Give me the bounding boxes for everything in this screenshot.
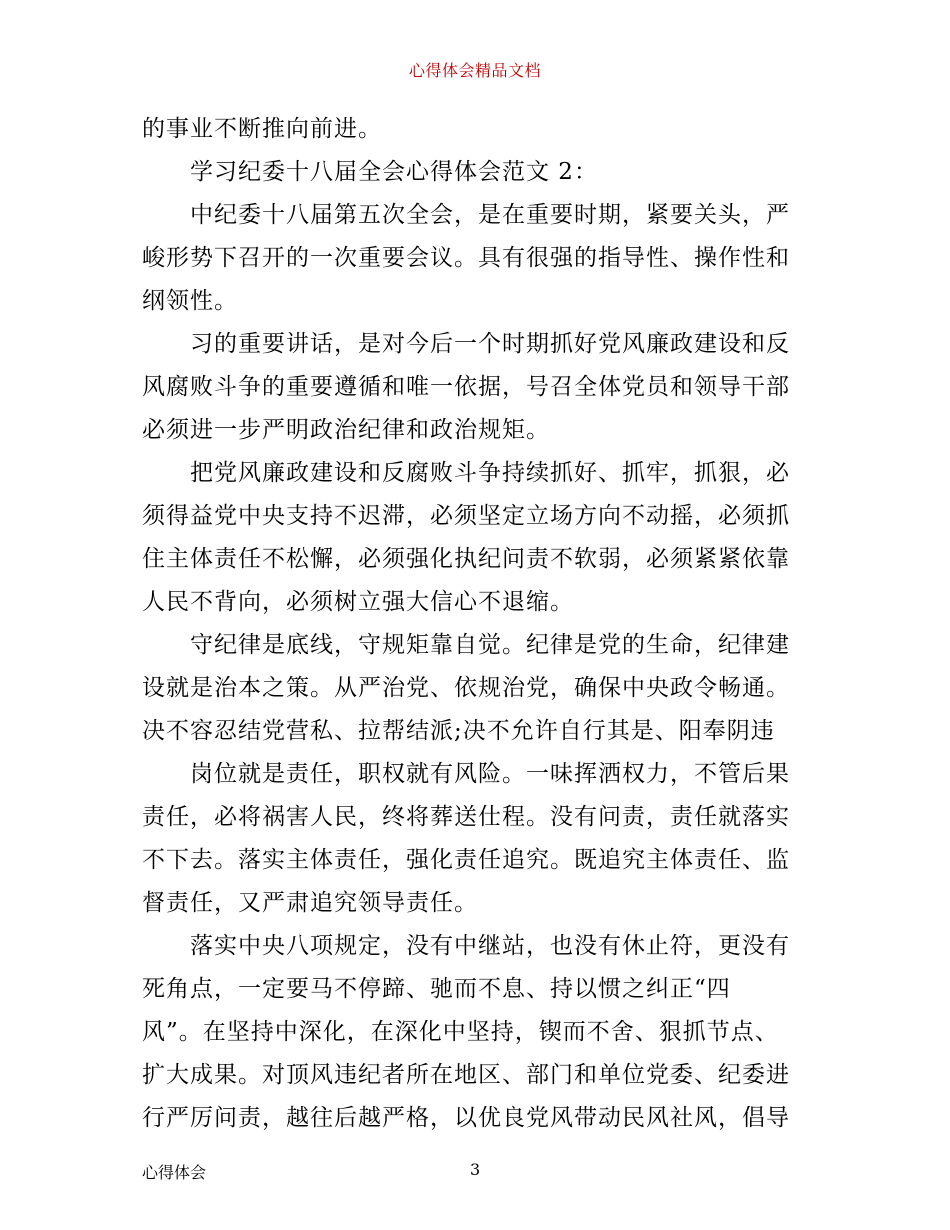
text-line: 学习纪委十八届全会心得体会范文 2： [190, 159, 598, 185]
text-line: 扩大成果。对顶风违纪者所在地区、部门和单位党委、纪委进 [142, 1062, 790, 1088]
page-header-title: 心得体会精品文档 [408, 61, 541, 80]
text-line: 不下去。落实主体责任，强化责任追究。既追究主体责任、监 [142, 847, 790, 873]
text-line: 把党风廉政建设和反腐败斗争持续抓好、抓牢，抓狠，必 [190, 460, 790, 486]
document-body [142, 108, 812, 1140]
page-number: 3 [470, 1160, 481, 1179]
text-line: 中纪委十八届第五次全会，是在重要时期，紧要关头，严 [190, 202, 790, 228]
text-line: 必须进一步严明政治纪律和政治规矩。 [142, 417, 550, 443]
text-line: 责任，必将祸害人民，终将葬送仕程。没有问责，责任就落实 [142, 804, 790, 830]
text-line: 行严厉问责，越往后越严格，以优良党风带动民风社风，倡导 [142, 1105, 790, 1131]
text-line: 岗位就是责任，职权就有风险。一味挥洒权力，不管后果 [190, 761, 790, 787]
text-line: 住主体责任不松懈，必须强化执纪问责不软弱，必须紧紧依靠 [142, 546, 790, 572]
text-line: 的事业不断推向前进。 [142, 116, 382, 142]
text-line: 死角点，一定要马不停蹄、驰而不息、持以惯之纠正“四 [142, 976, 731, 1002]
text-line: 决不容忍结党营私、拉帮结派;决不允许自行其是、阳奉阴违 [142, 718, 775, 744]
text-line: 守纪律是底线，守规矩靠自觉。纪律是党的生命，纪律建 [190, 632, 790, 658]
text-line: 人民不背向，必须树立强大信心不退缩。 [142, 589, 574, 615]
text-line: 督责任，又严肃追究领导责任。 [142, 890, 478, 916]
text-line: 设就是治本之策。从严治党、依规治党，确保中央政令畅通。 [142, 675, 790, 701]
text-line: 风”。在坚持中深化，在深化中坚持，锲而不舍、狠抓节点、 [142, 1019, 779, 1045]
text-line: 纲领性。 [142, 288, 238, 314]
text-line: 习的重要讲话，是对今后一个时期抓好党风廉政建设和反 [190, 331, 790, 357]
text-line: 落实中央八项规定，没有中继站，也没有休止符，更没有 [190, 933, 790, 959]
text-line: 风腐败斗争的重要遵循和唯一依据，号召全体党员和领导干部 [142, 374, 790, 400]
text-line: 峻形势下召开的一次重要会议。具有很强的指导性、操作性和 [142, 245, 790, 271]
footer-label: 心得体会 [142, 1163, 207, 1182]
text-line: 须得益党中央支持不迟滞，必须坚定立场方向不动摇，必须抓 [142, 503, 790, 529]
